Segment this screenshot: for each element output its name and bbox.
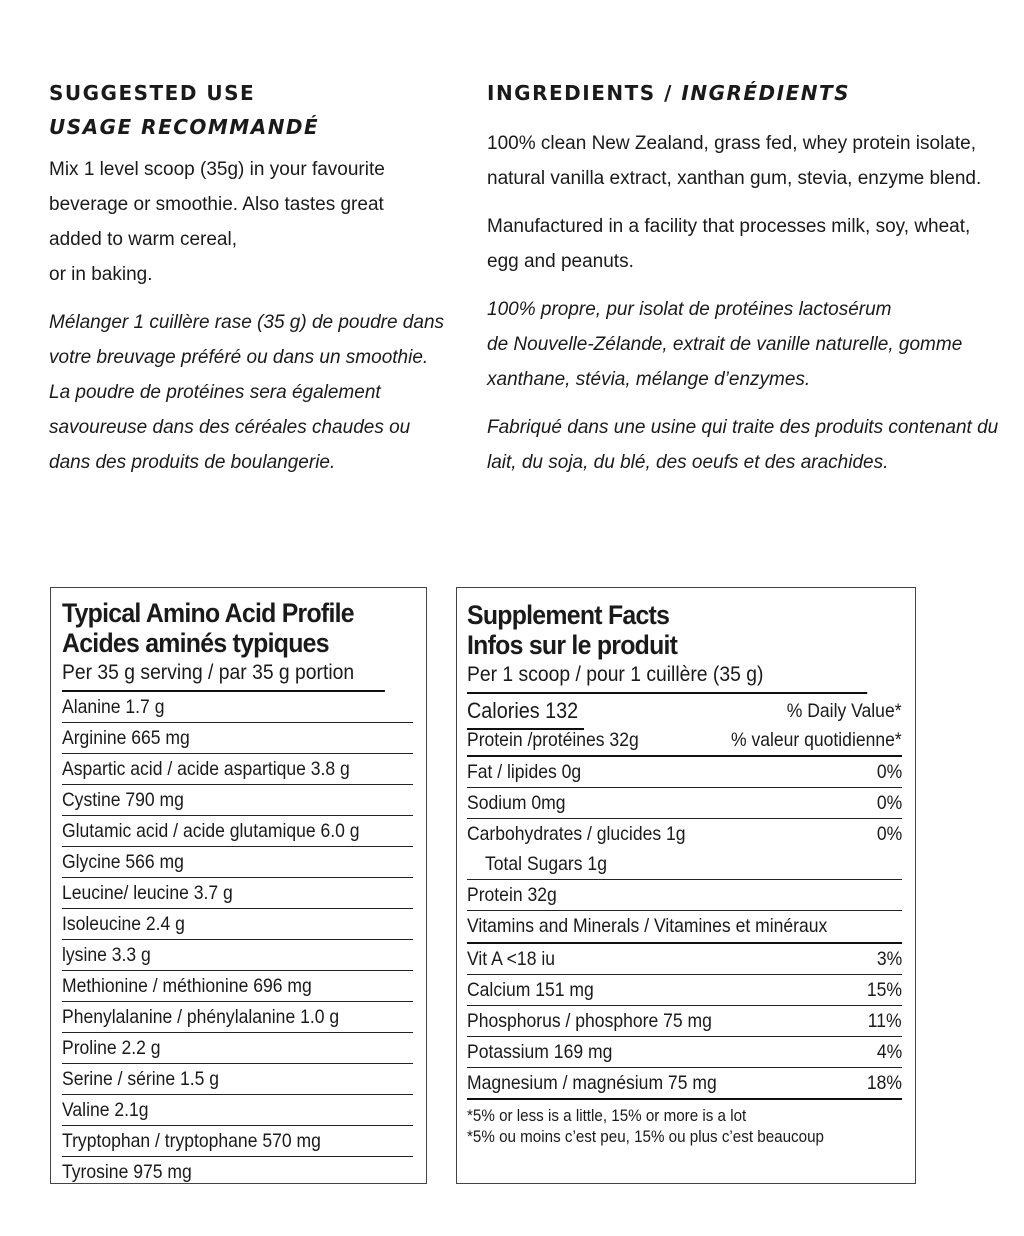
row-percent: 0% <box>876 823 902 845</box>
text-line: Fabriqué dans une usine qui traite des produits contenant du <box>487 417 999 438</box>
supplement-serving <box>467 660 867 694</box>
row-label: Protein 32g <box>467 884 557 906</box>
table-row <box>467 849 902 880</box>
facility-text-fr <box>487 410 1007 480</box>
row-label: Tryptophan / tryptophane 570 mg <box>62 1130 321 1152</box>
vitamins-heading: Vitamins and Minerals / Vitamines et minéraux <box>467 915 828 937</box>
text-line: or in baking. <box>49 264 153 285</box>
suggested-use-heading: SUGGESTED USE <box>49 81 256 105</box>
table-row <box>62 878 413 909</box>
ingredients-heading-en: INGREDIENTS / <box>487 81 673 105</box>
row-percent: 4% <box>876 1041 902 1063</box>
table-row <box>62 1126 413 1157</box>
row-label: Sodium 0mg <box>467 792 566 814</box>
row-percent: 0% <box>876 761 902 783</box>
row-label: Methionine / méthionine 696 mg <box>62 975 312 997</box>
text-line: votre breuvage préféré ou dans un smoothie. <box>49 347 429 368</box>
suggested-use-text-fr <box>49 305 449 480</box>
protein-dv-row <box>467 725 902 757</box>
text-line: xanthane, stévia, mélange d’enzymes. <box>487 369 811 390</box>
ingredients-text-en <box>487 126 1007 196</box>
table-row <box>62 816 413 847</box>
row-label: Phosphorus / phosphore 75 mg <box>467 1010 712 1032</box>
row-label: Proline 2.2 g <box>62 1037 161 1059</box>
text-line: 100% clean New Zealand, grass fed, whey protein isolate, <box>487 133 976 154</box>
row-label: Total Sugars 1g <box>485 853 607 875</box>
row-label: Phenylalanine / phénylalanine 1.0 g <box>62 1006 340 1028</box>
amino-title: Typical Amino Acid Profile <box>62 598 354 628</box>
table-row <box>62 1157 413 1187</box>
row-label: Potassium 169 mg <box>467 1041 613 1063</box>
text-line: de Nouvelle-Zélande, extrait de vanille naturelle, gomme <box>487 334 963 355</box>
text-line: added to warm cereal, <box>49 229 237 250</box>
table-row <box>467 1006 902 1037</box>
row-label: Glycine 566 mg <box>62 851 184 873</box>
calories-label: Calories 132 <box>467 694 584 730</box>
table-row <box>62 1095 413 1126</box>
row-label: Serine / sérine 1.5 g <box>62 1068 220 1090</box>
protein-label: Protein /protéines 32g <box>467 729 639 751</box>
row-label: Tyrosine 975 mg <box>62 1161 192 1183</box>
text-line: Mélanger 1 cuillère rase (35 g) de poudre dans <box>49 312 445 333</box>
ingredients-heading-fr: INGRÉDIENTS <box>681 81 851 105</box>
row-label: Cystine 790 mg <box>62 789 184 811</box>
text-line: La poudre de protéines sera également <box>49 382 381 403</box>
amino-acid-table <box>50 587 427 1184</box>
table-row <box>62 1002 413 1033</box>
footnote-fr: *5% ou moins c’est peu, 15% ou plus c’est beaucoup <box>467 1128 824 1146</box>
row-label: Aspartic acid / acide aspartique 3.8 g <box>62 758 350 780</box>
amino-title-fr: Acides aminés typiques <box>62 628 329 658</box>
row-label: Carbohydrates / glucides 1g <box>467 823 686 845</box>
table-row <box>62 723 413 754</box>
row-label: Fat / lipides 0g <box>467 761 582 783</box>
table-row <box>62 785 413 816</box>
row-percent: 15% <box>866 979 902 1001</box>
row-label: Valine 2.1g <box>62 1099 149 1121</box>
text-line: beverage or smoothie. Also tastes great <box>49 194 384 215</box>
row-percent: 18% <box>866 1072 902 1094</box>
text-line: 100% propre, pur isolat de protéines lactosérum <box>487 299 892 320</box>
table-row <box>62 754 413 785</box>
text-line: Mix 1 level scoop (35g) in your favourite <box>49 159 385 180</box>
table-row <box>467 1068 902 1100</box>
row-label: Magnesium / magnésium 75 mg <box>467 1072 717 1094</box>
table-row <box>467 1037 902 1068</box>
suggested-use-text-en <box>49 152 449 292</box>
suggested-use-heading-fr: USAGE RECOMMANDÉ <box>49 115 320 139</box>
row-label: Arginine 665 mg <box>62 727 190 749</box>
row-label: Glutamic acid / acide glutamique 6.0 g <box>62 820 360 842</box>
row-percent: 11% <box>868 1010 902 1032</box>
supplement-title: Supplement Facts <box>467 600 670 630</box>
suggested-use-section <box>49 76 449 493</box>
text-line: savoureuse dans des céréales chaudes ou <box>49 417 411 438</box>
text-line: egg and peanuts. <box>487 251 634 272</box>
table-row <box>62 909 413 940</box>
supplement-facts-table <box>456 587 916 1184</box>
row-label: Isoleucine 2.4 g <box>62 913 185 935</box>
table-row <box>467 975 902 1006</box>
serving-label: Per 1 scoop / pour 1 cuillère (35 g) <box>467 663 764 686</box>
serving-label: Per 35 g serving / par 35 g portion <box>62 661 355 684</box>
table-row <box>467 944 902 975</box>
table-row <box>62 847 413 878</box>
vitamins-heading-row <box>467 911 902 944</box>
table-row <box>62 940 413 971</box>
text-line: dans des produits de boulangerie. <box>49 452 336 473</box>
table-row <box>467 819 902 849</box>
table-row <box>62 692 413 723</box>
text-line: natural vanilla extract, xanthan gum, stevia, enzyme blend. <box>487 168 982 189</box>
row-percent: 0% <box>876 792 902 814</box>
table-row <box>467 880 902 911</box>
table-row <box>62 1033 413 1064</box>
facility-text-en <box>487 209 1007 279</box>
calories-row <box>467 694 902 725</box>
supplement-title-fr: Infos sur le produit <box>467 630 678 660</box>
table-row <box>467 757 902 788</box>
text-line: Manufactured in a facility that processes milk, soy, wheat, <box>487 216 971 237</box>
ingredients-text-fr <box>487 292 1007 397</box>
row-label: Vit A <18 iu <box>467 948 556 970</box>
table-row <box>62 1064 413 1095</box>
row-label: Calcium 151 mg <box>467 979 594 1001</box>
daily-value-header: % Daily Value* <box>787 700 902 722</box>
row-label: Alanine 1.7 g <box>62 696 165 718</box>
footnote-en: *5% or less is a little, 15% or more is a lot <box>467 1107 747 1125</box>
table-row <box>62 971 413 1002</box>
daily-value-header-fr: % valeur quotidienne* <box>731 729 902 751</box>
table-row <box>467 788 902 819</box>
amino-serving <box>62 658 385 692</box>
row-label: lysine 3.3 g <box>62 944 151 966</box>
row-percent: 3% <box>876 948 902 970</box>
ingredients-section <box>487 76 1007 493</box>
row-label: Leucine/ leucine 3.7 g <box>62 882 233 904</box>
text-line: lait, du soja, du blé, des oeufs et des arachides. <box>487 452 889 473</box>
ingredients-heading <box>487 76 1007 110</box>
